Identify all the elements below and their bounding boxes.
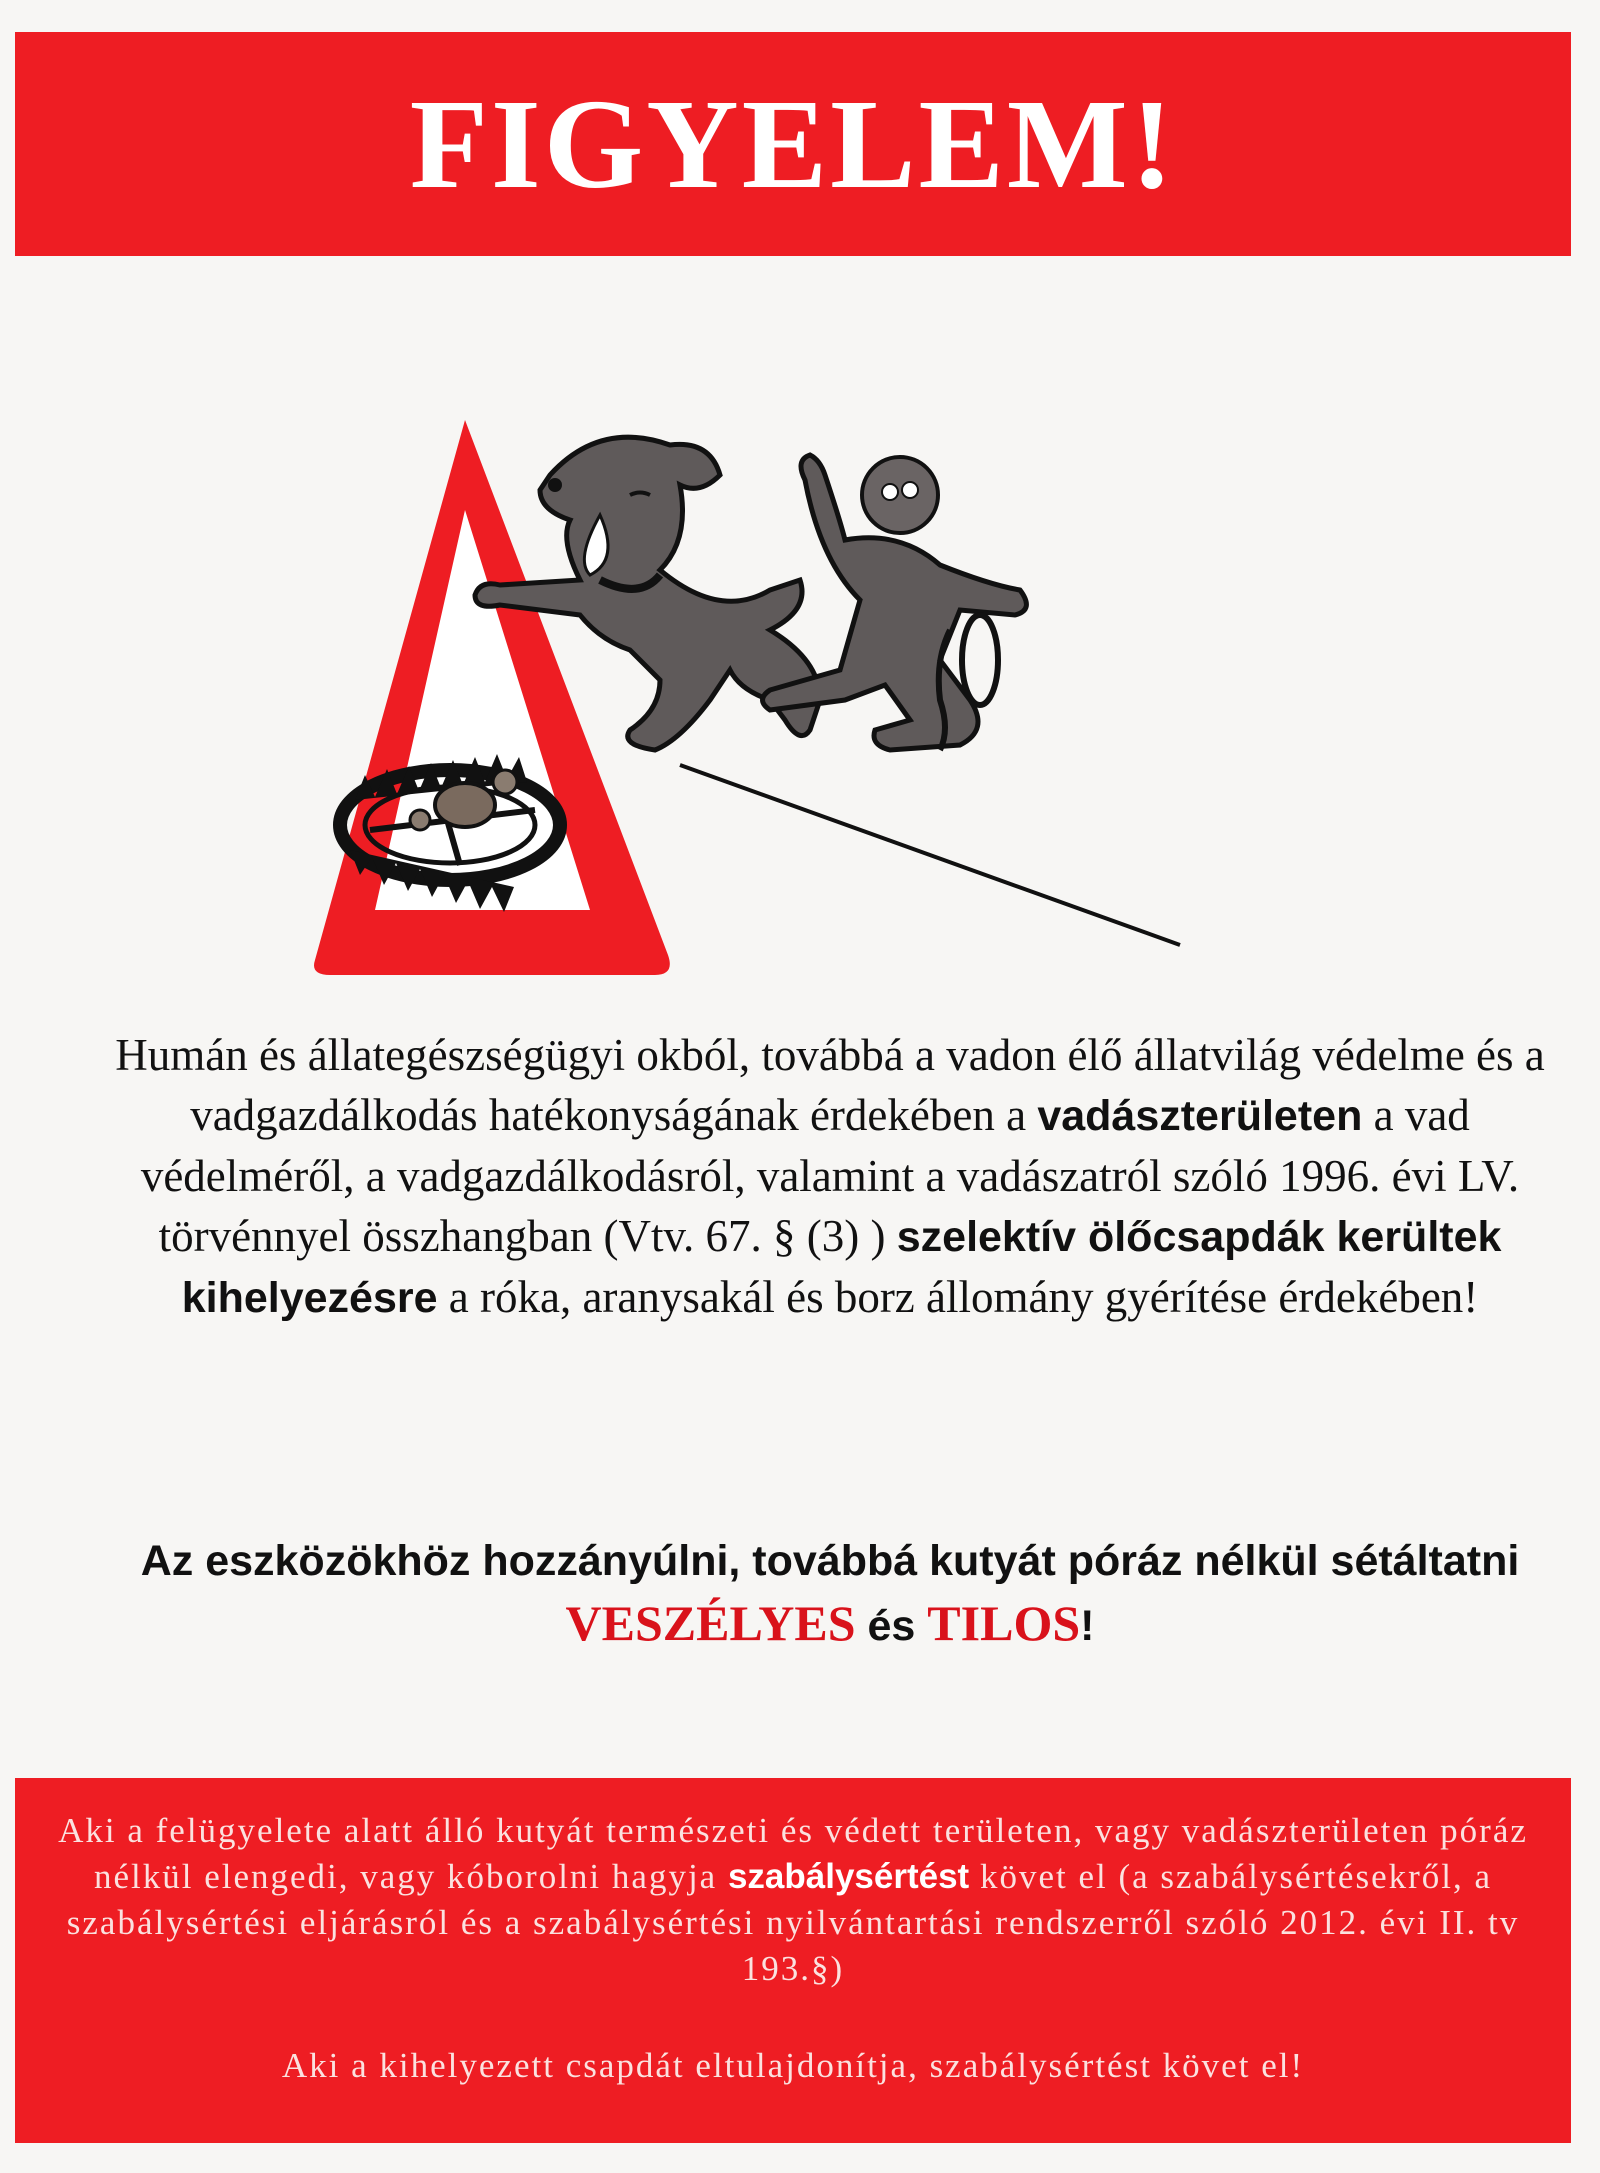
main-text bbox=[80, 1025, 1580, 1328]
warning-red2: TILOS bbox=[927, 1595, 1081, 1651]
footer-p1-part1: Aki a felügyelete alatt álló kutyát természeti és védett területen, vagy vadászterületen póráz nélkül elengedi, vagy kóborolni hagyja bbox=[58, 1811, 1528, 1896]
header-title: FIGYELEM! bbox=[409, 72, 1177, 215]
main-text-bold1: vadászterületen bbox=[1037, 1092, 1363, 1140]
warning-text bbox=[60, 1530, 1600, 1657]
main-text-part2: a vad védelméről, a vadgazdálkodásról, valamint a vadászatról szóló 1996. évi LV. törvénnyel összhangban (Vtv. 67. § (3) ) bbox=[140, 1090, 1520, 1261]
main-text-part1: Humán és állategészségügyi okból, továbbá a vadon élő állatvilág védelme és a vadgazdálkodás hatékonyságának érdekében a bbox=[115, 1030, 1545, 1140]
main-text-part3: a róka, aranysakál és borz állomány gyérítése érdekében! bbox=[437, 1272, 1479, 1322]
footer-p1-bold: szabálysértést bbox=[727, 1857, 970, 1896]
warning-middle: és bbox=[867, 1602, 916, 1650]
footer-paragraph-2: Aki a kihelyezett csapdát eltulajdonítja, szabálysértést követ el! bbox=[281, 2046, 1305, 2085]
warning-trap-dog-icon bbox=[300, 400, 1240, 990]
footer-paragraph-1 bbox=[55, 1808, 1531, 1992]
header-banner bbox=[15, 32, 1571, 256]
warning-end: ! bbox=[1080, 1602, 1095, 1650]
main-text-bold2: szelektív ölőcsapdák kerültek kihelyezésre bbox=[181, 1213, 1502, 1322]
ground-line bbox=[680, 765, 1180, 945]
footer-banner bbox=[15, 1778, 1571, 2143]
warning-part1: Az eszközökhöz hozzányúlni, továbbá kutyát póráz nélkül sétáltatni bbox=[140, 1537, 1520, 1585]
footer-p1-part2: követ el (a szabálysértésekről, a szabálysértési eljárásról és a szabálysértési nyilvántartási rendszerről szóló 2012. évi II. tv 193.§) bbox=[66, 1857, 1520, 1988]
warning-red1: VESZÉLYES bbox=[565, 1595, 856, 1651]
